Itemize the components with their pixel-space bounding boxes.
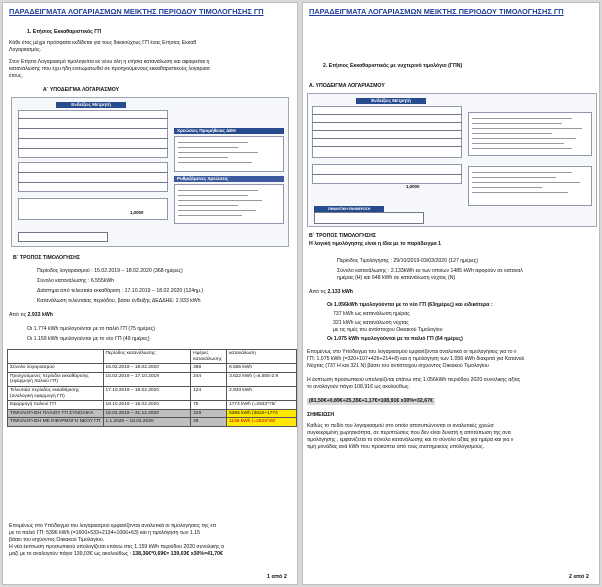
- sub-bullet-2: • Οι 1.159 kWh τιμολογούνται με το νέο ΓΠ (49 ημέρες): [27, 336, 150, 343]
- page-header-title: ΠΑΡΑΔΕΙΓΜΑΤΑ ΛΟΓΑΡΙΑΣΜΩΝ ΜΕΙΚΤΗΣ ΠΕΡΙΟΔΟΥ ΤΙΜΟΛΟΓΗΣΗΣ ΓΠ: [9, 7, 264, 16]
- bullet-4-prefix: • Κατανάλωση τελευταίας περιόδου, βάσει ένδειξης ΔΕΔΔΗΕ: 2.933 kWh: [37, 298, 201, 305]
- important-info-box: [18, 232, 108, 242]
- table-row-new-total: ΤΙΜΟΛΟΓΗΣΗ ΜΕ ΕΦΑΡΜΟΓΗ ΝΕΟΥ ΓΠ 1.1.2020 – 18.02.2020 49 1159 kWh (=2933*49/: [8, 418, 297, 427]
- meter-readings-band: Ενδείξεις Μετρητή: [56, 102, 126, 108]
- regulated-charges-band: Ρυθμιζόμενες Χρεώσεις: [174, 176, 284, 182]
- meter-readings-band: Ενδείξεις Μετρητή: [356, 98, 426, 104]
- foot-line-1: Επομένως στο Υπόδειγμα του λογαριασμού εμφανίζονται αναλυτικά οι τιμολογήσεις της επ: [9, 523, 217, 529]
- consumption-box: [18, 162, 168, 192]
- example-label: Α. ΥΠΟΔΕΙΓΜΑ ΛΟΓΑΡΙΑΣΜΟΥ: [309, 83, 385, 89]
- bullet-2-cont: ημέρας (Η) και 648 kWh σε κατανάλωση νύχτας (Ν): [337, 275, 456, 281]
- billing-period-table: [7, 349, 297, 427]
- from-line: Από τις 2.133 kWh: [309, 289, 353, 295]
- bullet-1: • Περίοδος λογαριασμού : 15.02.2019 – 18.02.2020 (368 ημέρες): [37, 268, 183, 275]
- billing-method-label: Β΄ ΤΡΟΠΟΣ ΤΙΜΟΛΟΓΗΣΗΣ: [13, 255, 80, 261]
- note-line-1: Καθώς το πεδίο του λογαριασμού στο οποίο αποτυπώνονται οι αναλυτικές χρεώσ: [307, 423, 494, 429]
- table-header-row: Περίοδος κατανάλωσης Ημέρες κατανάλωσης κατανάλωση: [8, 350, 297, 364]
- sub-bullet-1b: 321 kWh ως κατανάλωση νύχτας: [333, 320, 409, 326]
- note-line-4: τιμή μονάδας ανά kWh που προκύπτει από τους συστημικούς υπολογισμούς.: [307, 444, 484, 450]
- document-page-2: [302, 2, 600, 585]
- sub-bullet-2: • Οι 1.075 kWh τιμολογούνται με το παλιό ΓΠ (64 ημέρες): [327, 336, 463, 343]
- sub-bullet-1a: 737 kWh ως κατανάλωση ημέρας: [333, 311, 410, 317]
- section-heading-1: 1. Ετήσιος Εκκαθαριστικός ΓΠ: [27, 29, 102, 35]
- bullet-2: • Σύνολο κατανάλωσης : 2.133kWh εκ των οποίων 1485 kWh αφορούν σε καταναλ: [337, 268, 599, 275]
- table-row: Προηγούμενες περίοδοι εκκαθάρισης (εφαρμογή παλιού ΓΠ) 15.02.2019 – 17.10.2019 244 3.622 kWh (=6.555-2.9: [8, 372, 297, 386]
- intro-line-2: Λογαριασμός.: [9, 47, 42, 53]
- important-info-band: ΣΗΜΑΝΤΙΚΗ ΕΝΗΜΕΡΩΣΗ: [314, 206, 384, 212]
- bullet-3: • Διάστημα από τελευταία εκκαθάριση : 17.10.2019 – 18.02.2020 (124ημ.): [37, 288, 203, 295]
- example-label: Α΄ ΥΠΟΔΕΙΓΜΑ ΛΟΓΑΡΙΑΣΜΟΥ: [43, 87, 120, 93]
- table-row: Εφαρμογή παλιού ΓΠ 18.10.2019 – 18.02.2020 75 1774 kWh (=2933*75/: [8, 401, 297, 410]
- supply-charges-band: Χρεώσεις Προμήθειας ΔΕΗ: [174, 128, 284, 134]
- meter-total-box: [18, 198, 168, 220]
- from-line: Από τις 2.933 kWh: [9, 312, 53, 318]
- para-line-2: ΓΠ: 1.075 kWh (=320+107+426+214+8) και η τιμολόγηση των 1.056 kWh διακριτά για Καταναλ: [307, 356, 525, 362]
- foot-line-3: βάσει του ισχύοντος Οικιακού Τιμολογίου.: [9, 537, 105, 543]
- para-line-4: Η έκπτωση προσωπικού υπολογίζεται επάνω στις 1.056kWh περιόδου 2020 συνολικής αξίας: [307, 377, 521, 383]
- foot-line-2: με το παλιό ΓΠ: 5396 kWh (=1600+533+2134+1066+63) και η τιμολόγηση των 1.15: [9, 530, 200, 536]
- sub-bullet-1: • Οι 1.774 kWh τιμολογούνται με το παλιό ΓΠ (75 ημέρες): [27, 326, 155, 333]
- para-line-5: το αναλογούν πάγιο 108,91€ ως ακολούθως:: [307, 384, 410, 390]
- meter-total-value: 1,0000: [130, 210, 144, 215]
- discount-formula: (81,50€+0,89€+25,35€+1,17€=108,91€ x30%=32,67€: [309, 398, 433, 404]
- invoice-sample-image: [307, 93, 597, 227]
- bullet-2: • Σύνολο κατανάλωσης : 6.555kWh: [37, 278, 114, 285]
- intro-line-1: Κάθε έτος μέχρι πρόσφατα εκδίδεται για τους δικαιούχους ΓΠ ένας Ετήσιος Εκκαθ: [9, 40, 197, 46]
- page-number: 1 από 2: [266, 574, 287, 580]
- intro-line-3: Στον Ετήσιο Λογαριασμό τιμολογείται εκ νέου όλη η ετήσια κατανάλωση και αφαιρείται η: [9, 59, 210, 65]
- important-info-box: [314, 212, 424, 224]
- sub-bullet-1c: με τις τιμές του αντίστοιχου Οικιακού Τιμολογίου: [333, 327, 443, 333]
- para-line-1: Επομένως στο Υπόδειγμα του λογαριασμού εμφανίζονται αναλυτικά οι τιμολογήσεις για το ν: [307, 349, 517, 355]
- table-row: Σύνολο λογαριασμού 15.02.2019 – 18.02.2020 368 6.555 kWh: [8, 364, 297, 373]
- table-row: Τελευταία περίοδος εκκαθάρισης (αναλογική εφαρμογή ΓΠ) 17.10.2019 – 18.02.2020 124 2.933 kWh: [8, 386, 297, 400]
- invoice-sample-image: [11, 97, 289, 247]
- billing-method-label: Β΄ ΤΡΟΠΟΣ ΤΙΜΟΛΟΓΗΣΗΣ: [309, 233, 376, 239]
- note-line-2: συγκεκριμένη χωρητικότητα, σε περιπτώσεις που δεν είναι δυνατή η αποτύπωση της ανα: [307, 430, 511, 436]
- page-number: 2 από 2: [568, 574, 589, 580]
- foot-line-4: Η νέα έκπτωση προσωπικού υπολογίζεται επάνω στις 1.159 kWh περιόδου 2020 συνολικής α: [9, 544, 225, 550]
- table-row-old-total: ΤΙΜΟΛΟΓΗΣΗ ΠΑΛΙΟΥ ΓΠ ΣΥΝΟΛΙΚΑ 15.02.2019 – 31.12.2020 319 5396 kWh (3622+1774: [8, 409, 297, 418]
- note-line-3: τιμολόγησης , εμφανίζεται το σύνολο κατανάλωσης και το σύνολο αξίας για ημέρα και για ν: [307, 437, 514, 443]
- billing-logic-note: Η λογική τιμολόγησης είναι η ίδια με το παράδειγμα 1: [309, 241, 442, 247]
- sub-bullet-1: • Οι 1.056kWh τιμολογούνται με το νέο ΓΠ (63ημέρες) και ειδικότερα :: [327, 302, 493, 309]
- page-header-title: ΠΑΡΑΔΕΙΓΜΑΤΑ ΛΟΓΑΡΙΑΣΜΩΝ ΜΕΙΚΤΗΣ ΠΕΡΙΟΔΟΥ ΤΙΜΟΛΟΓΗΣΗΣ ΓΠ: [309, 7, 564, 16]
- intro-line-4: κατανάλωσης που έχει ήδη ενσωματωθεί σε προηγούμενους εκκαθαριστικούς λογαριασ: [9, 66, 210, 72]
- bullet-1: • Περίοδος Τιμολόγησης : 29/10/2019-03/03/2020 (127 ημέρες): [337, 258, 478, 265]
- intro-line-5: έτους.: [9, 73, 23, 79]
- section-heading-2: 2. Ετήσιος Εκκαθαριστικός με νυχτερινό τιμολόγιο (ΓΠΝ): [323, 63, 463, 69]
- document-page-1: [2, 2, 298, 585]
- meter-total-value: 1,0000: [406, 184, 420, 189]
- note-label: ΣΗΜΕΙΩΣΗ: [307, 412, 335, 418]
- foot-line-5: μαζί με το αναλογούν πάγιο 139,03€ ως ακολούθως : 138,36€*0,69€= 139,03€ x30%=41,70€: [9, 551, 223, 557]
- para-line-3: Νύχτας (737 Η και 321 Ν) βάσει του αντίστοιχου ισχύοντος Οικιακού Τιμολογίου: [307, 363, 489, 369]
